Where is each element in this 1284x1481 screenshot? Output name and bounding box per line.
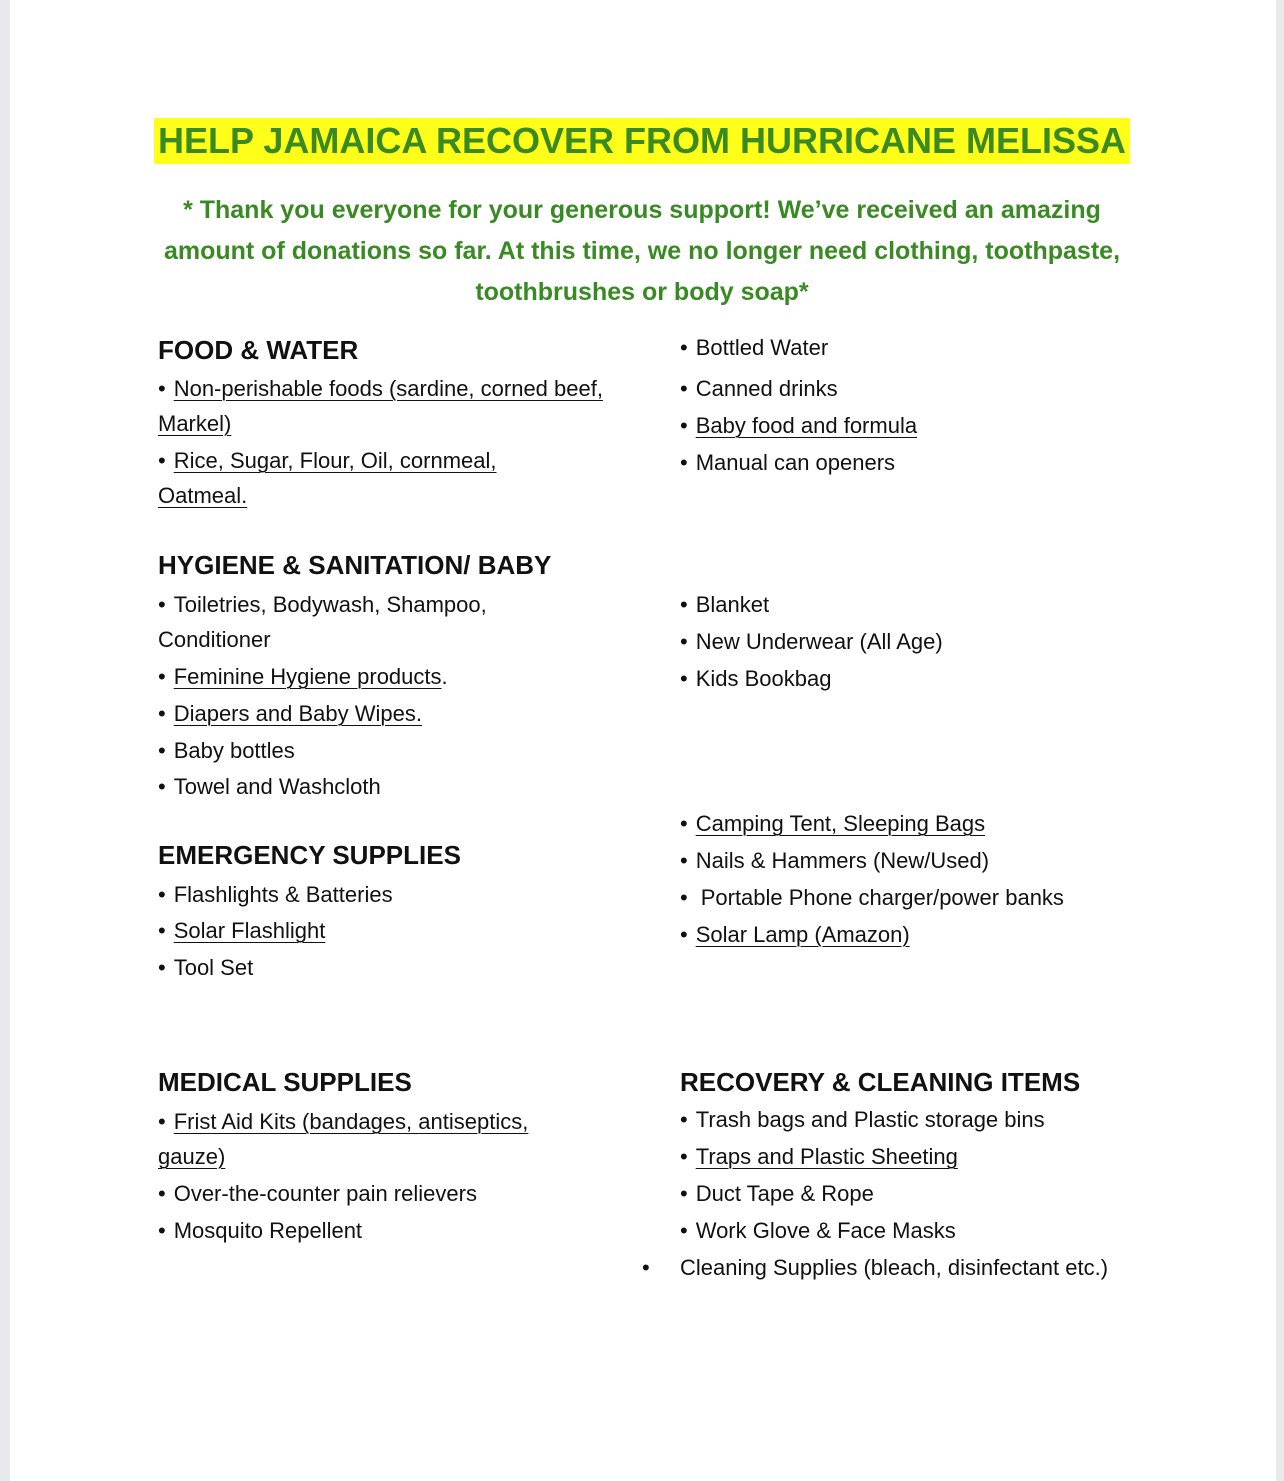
bullet-icon: • bbox=[158, 1109, 166, 1134]
list-item-text: Cleaning Supplies (bleach, disinfectant etc.) bbox=[680, 1255, 1109, 1280]
bullet-icon: • bbox=[680, 666, 688, 691]
list-item-text: Baby bottles bbox=[173, 738, 295, 763]
bullet-icon: • bbox=[158, 738, 166, 763]
page-title: HELP JAMAICA RECOVER FROM HURRICANE MELISSA bbox=[154, 118, 1130, 164]
bullet-icon: • bbox=[158, 448, 166, 473]
list-item bbox=[680, 880, 1064, 915]
list-item-text: Towel and Washcloth bbox=[173, 774, 381, 799]
bullet-icon: • bbox=[158, 664, 166, 689]
list-item-text: Duct Tape & Rope bbox=[695, 1181, 874, 1206]
list-item-text: Kids Bookbag bbox=[695, 666, 832, 691]
list-item bbox=[158, 733, 295, 768]
list-item-period: . bbox=[441, 664, 448, 689]
heading-emergency: EMERGENCY SUPPLIES bbox=[158, 840, 461, 870]
list-item-text: Work Glove & Face Masks bbox=[695, 1218, 956, 1243]
list-item bbox=[680, 624, 943, 659]
bullet-icon: • bbox=[680, 811, 688, 836]
list-item-text: Diapers and Baby Wipes. bbox=[173, 701, 422, 726]
bullet-icon: • bbox=[158, 1181, 166, 1206]
list-item bbox=[680, 445, 895, 480]
heading-hygiene: HYGIENE & SANITATION/ BABY bbox=[158, 550, 552, 580]
list-item bbox=[680, 1176, 874, 1211]
list-item bbox=[680, 1250, 1120, 1285]
list-item bbox=[680, 917, 910, 952]
bullet-icon: • bbox=[680, 1107, 688, 1132]
list-item-text: Solar Lamp (Amazon) bbox=[695, 922, 910, 947]
list-item bbox=[680, 330, 828, 365]
list-item-text: Camping Tent, Sleeping Bags bbox=[695, 811, 986, 836]
bullet-icon: • bbox=[680, 922, 688, 947]
bullet-icon: • bbox=[680, 629, 688, 654]
bullet-icon: • bbox=[158, 774, 166, 799]
heading-medical: MEDICAL SUPPLIES bbox=[158, 1067, 412, 1097]
list-item bbox=[158, 1213, 362, 1248]
list-item-text: Portable Phone charger/power banks bbox=[700, 885, 1064, 910]
bullet-icon: • bbox=[158, 592, 166, 617]
list-item bbox=[158, 913, 325, 948]
list-item-text: Manual can openers bbox=[695, 450, 896, 475]
list-item bbox=[680, 1102, 1045, 1137]
bullet-icon: • bbox=[680, 848, 688, 873]
list-item bbox=[158, 950, 253, 985]
list-item-text: Over-the-counter pain relievers bbox=[173, 1181, 477, 1206]
bullet-icon: • bbox=[680, 1218, 688, 1243]
list-item bbox=[680, 661, 831, 696]
list-item-text: Baby food and formula bbox=[695, 413, 918, 438]
list-item bbox=[680, 1139, 958, 1174]
list-item bbox=[158, 877, 393, 912]
list-item-text: Tool Set bbox=[173, 955, 254, 980]
list-item-text: Traps and Plastic Sheeting bbox=[695, 1144, 958, 1169]
list-item-text: Canned drinks bbox=[695, 376, 838, 401]
list-item bbox=[680, 1213, 956, 1248]
list-item-text: Bottled Water bbox=[695, 335, 829, 360]
bullet-icon: • bbox=[680, 1144, 688, 1169]
list-item bbox=[158, 1176, 477, 1211]
heading-recovery: RECOVERY & CLEANING ITEMS bbox=[680, 1067, 1081, 1097]
bullet-icon: • bbox=[680, 1181, 688, 1206]
list-item bbox=[158, 443, 578, 513]
list-item bbox=[158, 587, 558, 657]
list-item bbox=[680, 806, 985, 841]
list-item bbox=[158, 659, 448, 694]
list-item-text: Trash bags and Plastic storage bins bbox=[695, 1107, 1045, 1132]
list-item-text: Mosquito Repellent bbox=[173, 1218, 363, 1243]
list-item bbox=[158, 696, 422, 731]
bullet-icon: • bbox=[158, 376, 166, 401]
bullet-icon: • bbox=[158, 882, 166, 907]
heading-food-water: FOOD & WATER bbox=[158, 335, 359, 365]
list-item bbox=[158, 1104, 588, 1174]
list-item-text: Frist Aid Kits (bandages, antiseptics, gauze) bbox=[158, 1109, 529, 1169]
thank-you-notice: * Thank you everyone for your generous support! We’ve received an amazing amount of donations so far. At this time, we no longer need clothing, toothpaste, toothbrushes or body soap* bbox=[163, 196, 1121, 306]
list-item-text: Toiletries, Bodywash, Shampoo, Conditioner bbox=[158, 592, 487, 652]
bullet-icon: • bbox=[642, 1255, 650, 1280]
bullet-icon: • bbox=[680, 885, 688, 910]
list-item-text: Rice, Sugar, Flour, Oil, cornmeal, Oatmeal. bbox=[158, 448, 497, 508]
list-item bbox=[680, 843, 989, 878]
list-item-text: Solar Flashlight bbox=[173, 918, 326, 943]
list-item-text: New Underwear (All Age) bbox=[695, 629, 943, 654]
bullet-icon: • bbox=[158, 1218, 166, 1243]
list-item bbox=[680, 371, 838, 406]
list-item bbox=[158, 371, 608, 441]
list-item-text: Blanket bbox=[695, 592, 770, 617]
list-item-text: Non-perishable foods (sardine, corned beef, Markel) bbox=[158, 376, 603, 436]
list-item-text: Nails & Hammers (New/Used) bbox=[695, 848, 990, 873]
bullet-icon: • bbox=[680, 592, 688, 617]
bullet-icon: • bbox=[680, 413, 688, 438]
list-item bbox=[680, 408, 917, 443]
list-item bbox=[680, 587, 769, 622]
bullet-icon: • bbox=[680, 450, 688, 475]
list-item-text: Feminine Hygiene products bbox=[173, 664, 442, 689]
bullet-icon: • bbox=[158, 701, 166, 726]
title-container bbox=[0, 118, 1284, 164]
bullet-icon: • bbox=[158, 955, 166, 980]
bullet-icon: • bbox=[680, 376, 688, 401]
bullet-icon: • bbox=[158, 918, 166, 943]
bullet-icon: • bbox=[680, 335, 688, 360]
list-item-text: Flashlights & Batteries bbox=[173, 882, 393, 907]
list-item bbox=[158, 769, 381, 804]
